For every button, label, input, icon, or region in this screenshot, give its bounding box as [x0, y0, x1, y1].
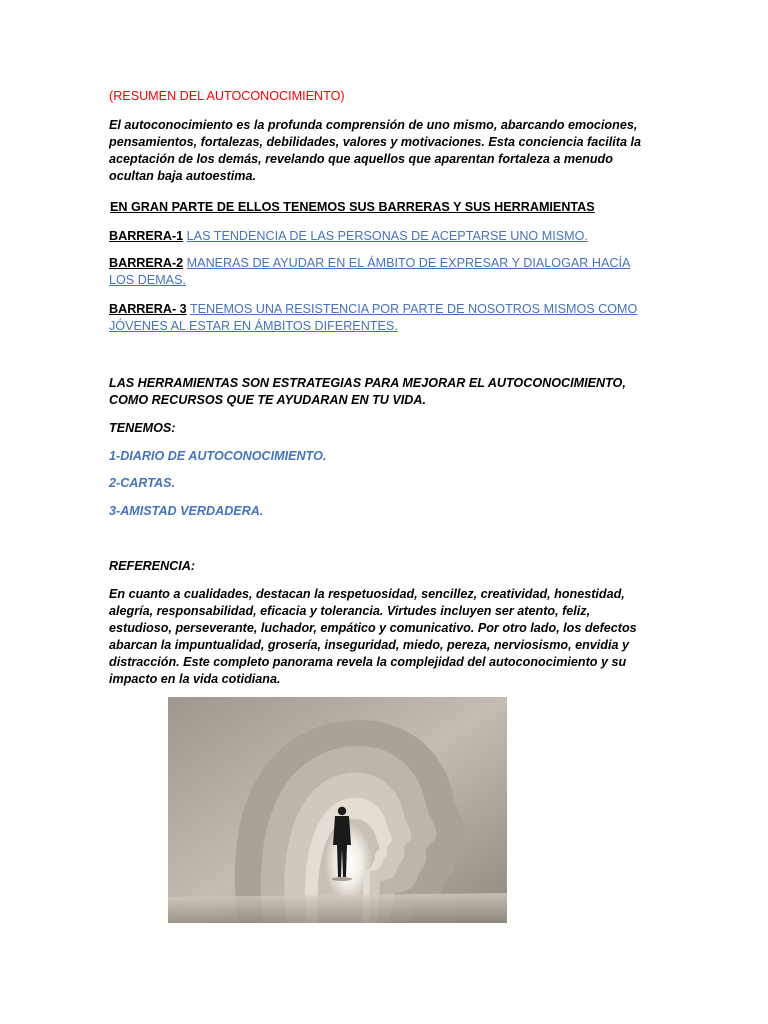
barrier-3 [109, 301, 654, 335]
barrier-label: BARRERA-1 [109, 229, 184, 243]
intro-paragraph: El autoconocimiento es la profunda comprensión de uno mismo, abarcando emociones, pensamientos, fortalezas, debilidades, valores y motivaciones. Esta conciencia facilita la aceptación de los demás, revelando que aquellos que aparentan fortaleza a menudo ocultan baja autoestima. [109, 118, 641, 183]
tool-item: 3-AMISTAD VERDADERA. [109, 504, 264, 518]
barrier-link[interactable]: MANERAS DE AYUDAR EN EL ÁMBITO DE EXPRESAR Y DIALOGAR HACÍA LOS DEMAS. [109, 256, 631, 287]
reference-label: REFERENCIA: [109, 559, 196, 573]
reference-paragraph: En cuanto a cualidades, destacan la respetuosidad, sencillez, creatividad, honestidad, alegría, responsabilidad, eficacia y tolerancia. Virtudes incluyen ser atento, feliz, estudioso, perseverante, luchador, empático y comunicativo. Por otro lado, los defectos abarcan la impuntualidad, grosería, inseguridad, miedo, pereza, nerviosismo, envidia y distracción. Este completo panorama revela la complejidad del autoconocimiento y su impacto en la vida cotidiana. [109, 587, 637, 686]
tool-item: 2-CARTAS. [109, 476, 176, 490]
barrier-1 [109, 228, 654, 245]
section-heading: EN GRAN PARTE DE ELLOS TENEMOS SUS BARRERAS Y SUS HERRAMIENTAS [110, 200, 595, 214]
doc-title: (RESUMEN DEL AUTOCONOCIMIENTO) [109, 89, 345, 103]
tools-intro: LAS HERRAMIENTAS SON ESTRATEGIAS PARA MEJORAR EL AUTOCONOCIMIENTO, COMO RECURSOS QUE TE AYUDARAN EN TU VIDA. [109, 376, 626, 407]
tool-item: 1-DIARIO DE AUTOCONOCIMIENTO. [109, 449, 327, 463]
barrier-label: BARRERA- 3 [109, 302, 187, 316]
head-silhouette-illustration [168, 697, 507, 923]
barrier-label: BARRERA-2 [109, 256, 184, 270]
tools-label: TENEMOS: [109, 421, 176, 435]
barrier-2 [109, 255, 654, 289]
barrier-link[interactable]: TENEMOS UNA RESISTENCIA POR PARTE DE NOSOTROS MISMOS COMO JÓVENES AL ESTAR EN ÁMBITOS DIFERENTES. [109, 302, 638, 333]
barrier-link[interactable]: LAS TENDENCIA DE LAS PERSONAS DE ACEPTARSE UNO MISMO. [186, 229, 588, 243]
